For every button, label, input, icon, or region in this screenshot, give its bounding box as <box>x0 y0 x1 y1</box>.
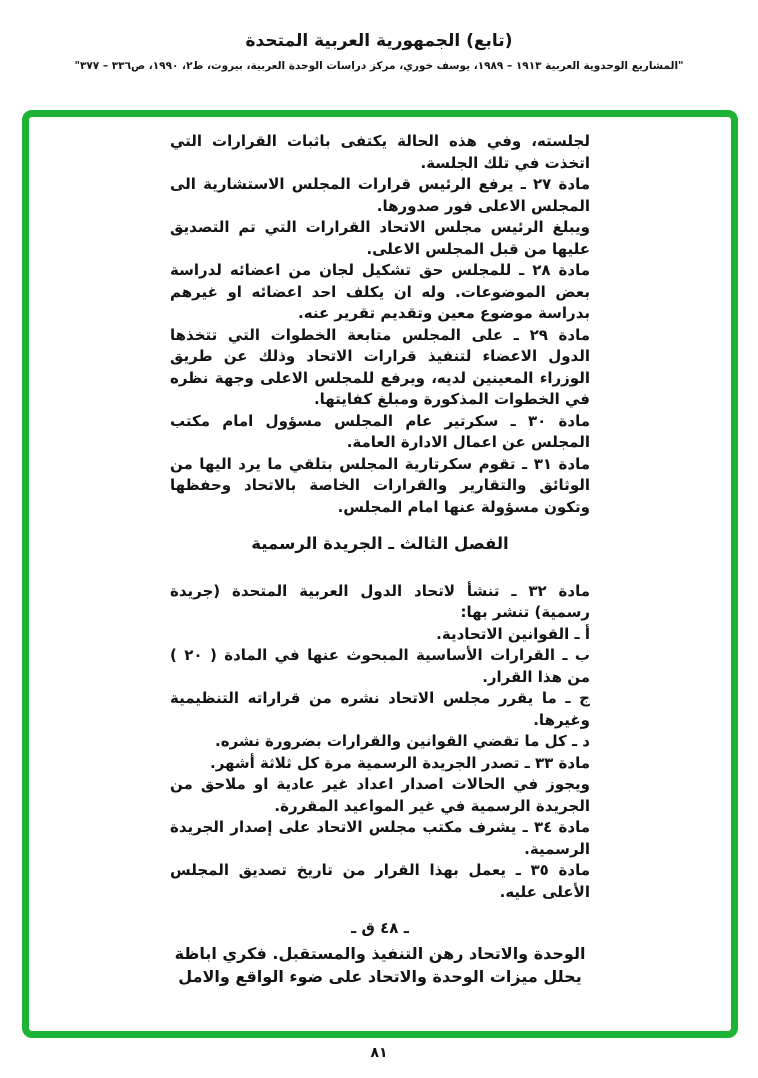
article-27-continuation: ويبلغ الرئيس مجلس الاتحاد القرارات التي تم التصديق عليها من قبل المجلس الاعلى. <box>170 218 590 258</box>
entry-number-heading: ـ ٤٨ ق ـ <box>351 919 409 937</box>
continuation-title: (تابع) الجمهورية العربية المتحدة <box>245 31 513 51</box>
article-28: مادة ٢٨ ـ للمجلس حق تشكيل لجان من اعضائه لدراسة بعض الموضوعات. وله ان يكلف احد اعضائه او غيرهم بدراسة موضوع معين وتقديم تقرير عنه. <box>170 261 590 322</box>
clause-a: أ ـ القوانين الاتحادية. <box>436 624 590 643</box>
page-header <box>0 0 758 72</box>
article-33-continuation: ويجوز في الحالات اصدار اعداد غير عادية او ملاحق من الجريدة الرسمية في غير المواعيد المقررة. <box>170 775 590 815</box>
session-minutes-paragraph: لجلسته، وفي هذه الحالة يكتفى باثبات القرارات التي اتخذت في تلك الجلسة. <box>170 132 590 172</box>
clause-b: ب ـ القرارات الأساسية المبحوث عنها في المادة ( ٢٠ ) من هذا القرار. <box>170 646 590 686</box>
article-33: مادة ٣٣ ـ تصدر الجريدة الرسمية مرة كل ثلاثة أشهر. <box>210 753 590 772</box>
chapter-heading: الفصل الثالث ـ الجريدة الرسمية <box>251 534 509 553</box>
clause-c: ج ـ ما يقرر مجلس الاتحاد نشره من قراراته التنظيمية وغيرها. <box>170 689 590 729</box>
document-text-column <box>170 131 590 988</box>
article-32: مادة ٣٢ ـ تنشأ لاتحاد الدول العربية المتحدة (جريدة رسمية) تنشر بها: <box>170 581 590 621</box>
article-27: مادة ٢٧ ـ يرفع الرئيس قرارات المجلس الاستشارية الى المجلس الاعلى فور صدورها. <box>170 175 590 215</box>
clause-d: د ـ كل ما تقضي القوانين والقرارات بضرورة نشره. <box>215 732 590 750</box>
article-34: مادة ٣٤ ـ يشرف مكتب مجلس الاتحاد على إصدار الجريدة الرسمية. <box>170 818 590 858</box>
page-number: ٨١ <box>370 1045 388 1061</box>
entry-title: الوحدة والاتحاد رهن التنفيذ والمستقبل. فكري اباظة يحلل ميزات الوحدة والاتحاد على ضوء الواقع والامل <box>174 943 586 986</box>
source-citation: "المشاريع الوحدوية العربية ١٩١٣ – ١٩٨٩، يوسف خوري، مركز دراسات الوحدة العربية، بيروت، ط٢، ١٩٩٠، ص٣٣٦ – ٣٧٧" <box>74 60 684 72</box>
article-29: مادة ٢٩ ـ على المجلس متابعة الخطوات التي تتخذها الدول الاعضاء لتنفيذ قرارات الاتحاد وذلك عن طريق الوزراء المعينين لديه، ويرفع للمجلس الاعلى وجهة نظره في الخطوات المذكورة ومبلغ كفايتها. <box>170 325 590 408</box>
article-35: مادة ٣٥ ـ يعمل بهذا القرار من تاريخ تصديق المجلس الأعلى عليه. <box>170 861 590 901</box>
article-30: مادة ٣٠ ـ سكرتير عام المجلس مسؤول امام مكتب المجلس عن اعمال الادارة العامة. <box>170 411 590 451</box>
article-31: مادة ٣١ ـ تقوم سكرتارية المجلس بتلقي ما يرد اليها من الوثائق والتقارير والقرارات الخاصة بالاتحاد وحفظها وتكون مسؤولة عنها امام المجلس. <box>170 454 590 516</box>
